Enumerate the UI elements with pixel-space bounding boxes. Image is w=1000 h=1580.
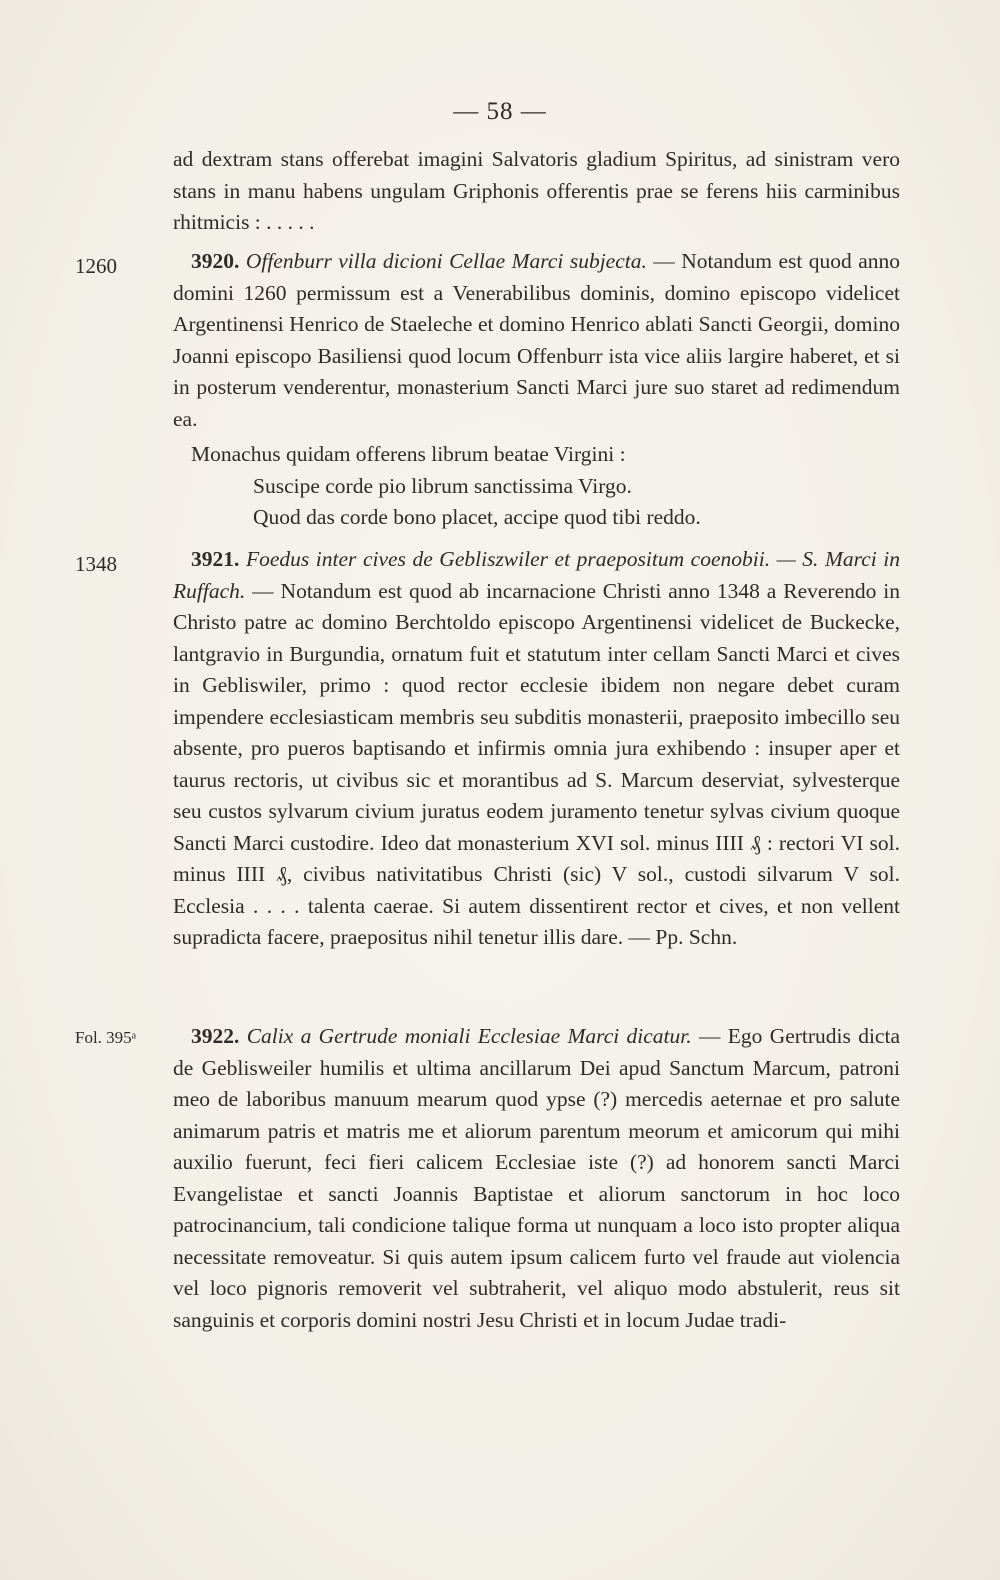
- entry-3922: [173, 1021, 900, 1336]
- intro-text: ad dextram stans offerebat imagini Salvatoris gladium Spiritus, ad sinistram vero stans in manu habens ungulam Griphonis offerentis prae se ferens hiis carminibus rhitmicis : . . . . .: [173, 147, 900, 234]
- margin-note-folio: Fol. 395ᵃ: [75, 1028, 137, 1047]
- entry-extra: Monachus quidam offerens librum beatae Virgini :: [191, 442, 626, 466]
- entry-3920: [173, 246, 900, 534]
- entry-title: Foedus inter cives de Gebliszwiler et praepositum coenobii. — S. Marci in Ruffach.: [173, 547, 901, 603]
- entry-title: Offenburr villa dicioni Cellae Marci subjecta.: [245, 249, 647, 273]
- entry-number: 3921.: [191, 547, 240, 571]
- verse-line: Suscipe corde pio librum sanctissima Virgo.: [253, 473, 632, 498]
- entry-title: Calix a Gertrude moniali Ecclesiae Marci dicatur.: [246, 1024, 692, 1048]
- verse-line: Quod das corde bono placet, accipe quod tibi reddo.: [253, 505, 701, 529]
- page-number: — 58 —: [453, 98, 547, 125]
- entry-number: 3922.: [191, 1024, 240, 1048]
- entry-number: 3920.: [191, 249, 240, 273]
- entry-body: — Ego Gertrudis dicta de Geblisweiler humilis et ultima ancillarum Dei apud Sanctum Marcum, patroni meo de laboribus manuum mearum quod ypse (?) mercedis aeternae et pro salute animarum patris et matris me et aliorum parentum meorum et amicorum qui mihi auxilio fuerunt, feci fieri calicem Ecclesiae iste (?) ad honorem sancti Marci Evangelistae et sancti Joannis Baptistae et aliorum sanctorum in hoc loco patrocinancium, tali condicione talique forma ut nunquam a loco isto propter aliqua necessitate removeatur. Si quis autem ipsum calicem furto vel fraude aut violencia vel loco pignoris removerit vel subtraherit, vel aliquo modo abstulerit, reus sit sanguinis et corporis domini nostri Jesu Christi et in locum Judae tradi-: [173, 1024, 900, 1332]
- entry-body: — Notandum est quod ab incarnacione Christi anno 1348 a Reverendo in Christo patre ac domino Berchtoldo episcopo Argentinensi videlicet de Buckecke, lantgravio in Burgundia, ornatum fuit et statutum inter cellam Sancti Marci et cives in Gebliswiler, primo : quod rector ecclesie ibidem non negare debet curam impendere ecclesiasticam membris seu subditis monasterii, praeposito imbecillo seu absente, pro pueros baptisando et infirmis omnia jura exhibendo : insuper aper et taurus rectoris, ut civibus sic et morantibus ad S. Marcum deserviat, sylvesterque seu custos sylvarum civium juratus eodem juramento tenetur sylvas civium quoque Sancti Marci custodire. Ideo dat monasterium XVI sol. minus IIII ₰ : rectori VI sol. minus IIII ₰, civibus nativitatibus Christi (sic) V sol., custodi silvarum V sol. Ecclesia . . . . talenta caerae. Si autem dissentirent rector et cives, et non vellent supradicta facere, praepositus nihil tenetur illis dare. — Pp. Schn.: [173, 578, 900, 949]
- entry-3921: [173, 544, 900, 954]
- margin-note-year-1260: 1260: [75, 254, 117, 278]
- intro-paragraph: [173, 144, 900, 239]
- entry-body: — Notandum est quod anno domini 1260 permissum est a Venerabilibus dominis, domino episcopo videlicet Argentinensi Henrico de Staeleche et domino Henrico ablati Sancti Georgii, domino Joanni episcopo Basiliensi quod locum Offenburr ista vice aliis largire haberet, et si in posterum venderentur, monasterium Sancti Marci jure suo staret ad redimendum ea.: [173, 249, 901, 431]
- margin-note-year-1348: 1348: [75, 552, 117, 576]
